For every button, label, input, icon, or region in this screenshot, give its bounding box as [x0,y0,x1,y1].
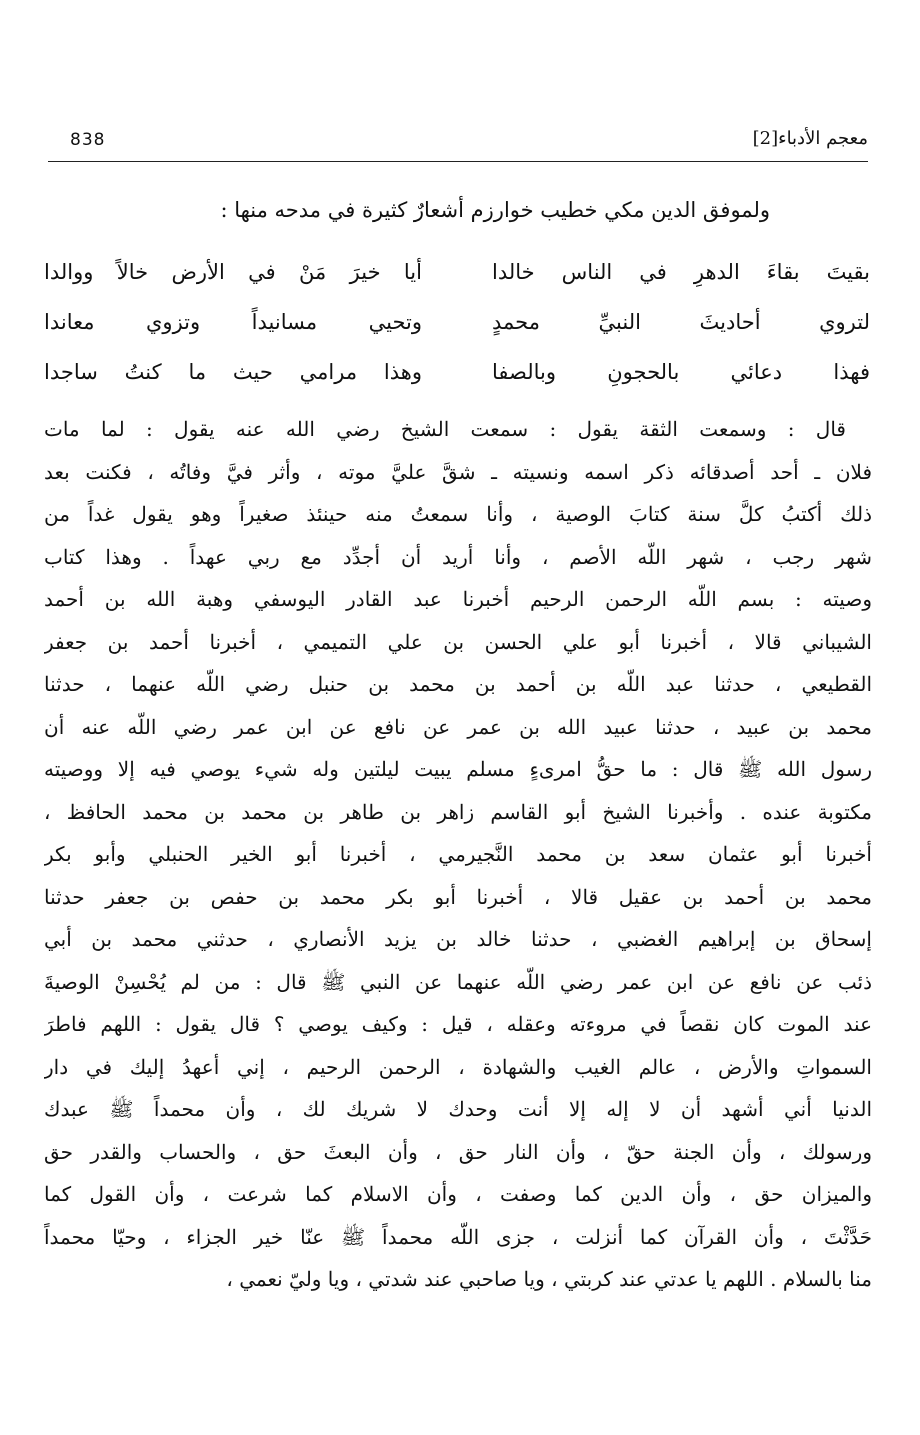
prose-line: الشيباني قالا ، أخبرنا أبو علي الحسن بن علي التميمي ، أخبرنا أحمد بن جعفر [44,629,872,654]
prose-line: قال : وسمعت الثقة يقول : سمعت الشيخ رضي الله عنه يقول : لما مات [44,417,846,441]
page-header [48,126,868,162]
verse-second-hemistich: أيا خيرَ مَنْ في الأرض خالاً ووالدا [44,260,422,284]
poem [44,250,870,400]
verse [44,350,870,400]
prose-line: محمد بن عبيد ، حدثنا عبيد الله بن عمر عن نافع عن ابن عمر رضي اللّه عنه أن [44,714,872,739]
prose-line: إسحاق بن إبراهيم الغضبي ، حدثنا خالد بن يزيد الأنصاري ، حدثني محمد بن أبي [44,927,872,951]
prose-line: ذئب عن نافع عن ابن عمر رضي اللّه عنهما عن النبي ﷺ قال : من لم يُحْسِنْ الوصيةَ [44,969,872,994]
verse-first-hemistich: فهذا دعائي بالحجونِ وبالصفا [492,360,870,384]
header-rule [48,161,868,162]
prose-line: منا بالسلام . اللهم يا عدتي عند كربتي ، ويا صاحبي عند شدتي ، ويا وليّ نعمي ، [226,1267,872,1291]
prose-line: الدنيا أني أشهد أن لا إله إلا أنت وحدك لا شريك لك ، وأن محمداً ﷺ عبدك [44,1097,872,1121]
prose-line: السمواتِ والأرض ، عالم الغيب والشهادة ، الرحمن الرحيم ، إني أعهدُ إليك في دار [44,1054,872,1079]
prose-body [44,408,872,1301]
running-title: معجم الأدباء[2] [752,128,868,149]
prose-line: القطيعي ، حدثنا عبد اللّه بن أحمد بن محمد بن حنبل رضي اللّه عنهما ، حدثنا [44,672,872,696]
prose-line: محمد بن أحمد بن عقيل قالا ، أخبرنا أبو بكر محمد بن حفص بن جعفر حدثنا [44,884,872,909]
prose-line: ورسولك ، وأن الجنة حقّ ، وأن النار حق ، وأن البعثَ حق ، والحساب والقدر حق [44,1139,872,1164]
verse [44,300,870,350]
prose-line: أخبرنا أبو عثمان سعد بن محمد النَّجيرمي ، أخبرنا أبو الخير الحنبلي وأبو بكر [44,842,872,866]
page-number: 838 [70,130,106,150]
prose-line: عند الموت كان نقصاً في مروءته وعقله ، قيل : وكيف يوصي ؟ قال يقول : اللهم فاطرَ [44,1012,872,1036]
prose-line: مكتوبة عنده . وأخبرنا الشيخ أبو القاسم زاهر بن طاهر بن محمد بن محمد الحافظ ، [44,799,872,824]
prose-line: رسول الله ﷺ قال : ما حقُّ امرىءٍ مسلم يبيت ليلتين وله شيء يوصي فيه إلا ووصيته [44,757,872,781]
prose-line: شهر رجب ، شهر اللّه الأصم ، وأنا أريد أن أجدِّد مع ربي عهداً . وهذا كتاب [44,544,872,569]
verse-first-hemistich: بقيتَ بقاءَ الدهرِ في الناس خالدا [492,260,870,284]
verse [44,250,870,300]
prose-line: ذلك أكتبُ كلَّ سنة كتابَ الوصية ، وأنا سمعتُ منه حينئذ صغيراً وهو يقول غداً من [44,502,872,526]
prose-line: حَدَّثْتَ ، وأن القرآن كما أنزلت ، جزى اللّه محمداً ﷺ عنّا خير الجزاء ، وحيّا محمداً [44,1224,872,1249]
prose-line: فلان ـ أحد أصدقائه ذكر اسمه ونسيته ـ شقَّ عليَّ موته ، وأثر فيَّ وفاتُه ، فكنت بعد [44,459,872,484]
prose-line: وصيته : بسم اللّه الرحمن الرحيم أخبرنا عبد القادر اليوسفي وهبة الله بن أحمد [44,587,872,611]
prose-line: والميزان حق ، وأن الدين كما وصفت ، وأن الاسلام كما شرعت ، وأن القول كما [44,1182,872,1206]
intro-line: ولموفق الدين مكي خطيب خوارزم أشعارٌ كثيرة في مدحه منها : [220,198,770,222]
verse-second-hemistich: وتحيي مسانيداً وتزوي معاندا [44,310,422,334]
verse-first-hemistich: لتروي أحاديثَ النبيِّ محمدٍ [492,310,870,334]
verse-second-hemistich: وهذا مرامي حيث ما كنتُ ساجدا [44,360,422,384]
